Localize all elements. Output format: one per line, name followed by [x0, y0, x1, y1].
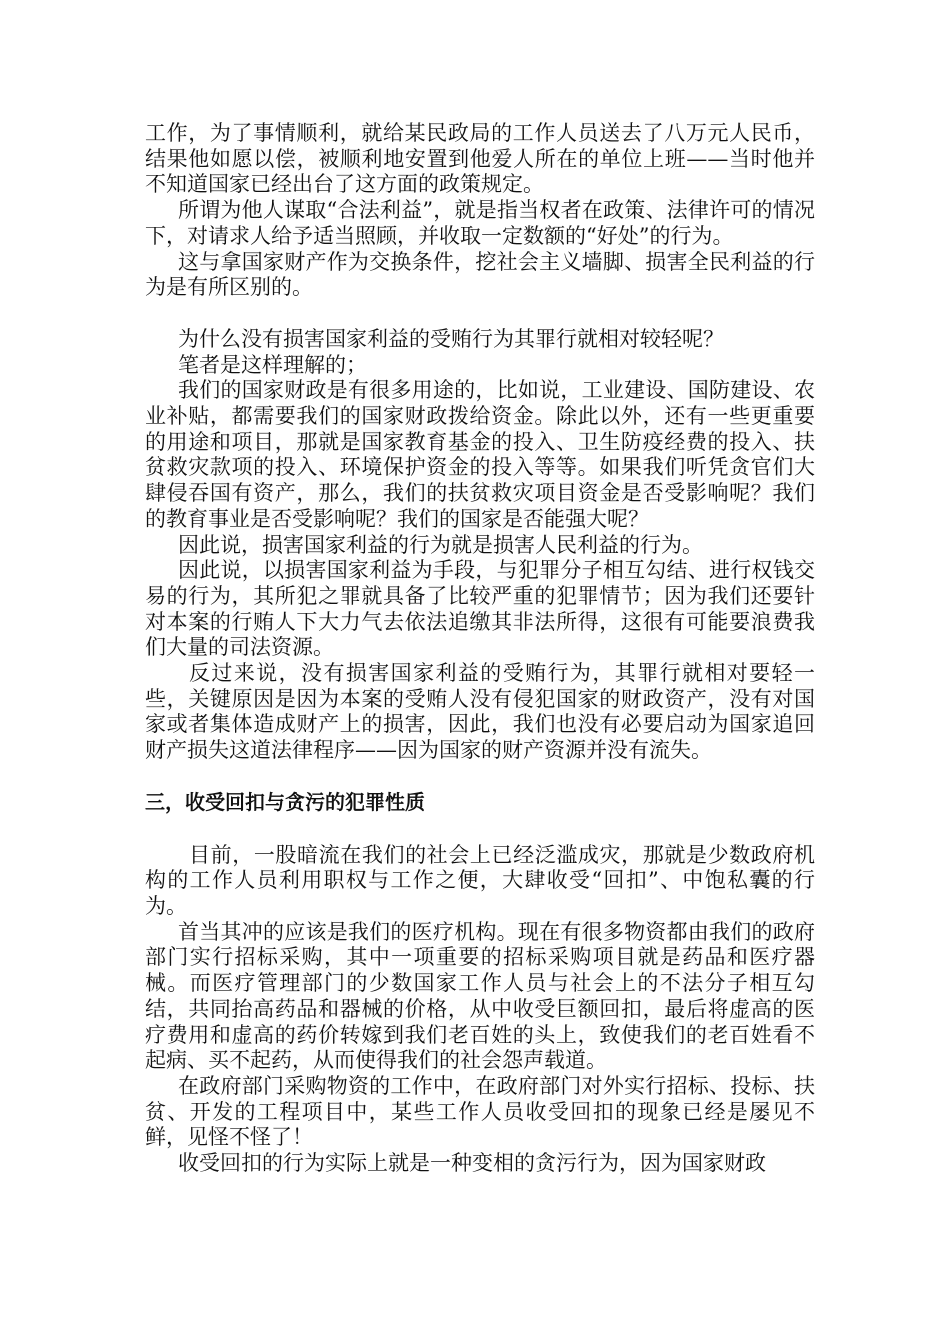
paragraph: 在政府部门采购物资的工作中，在政府部门对外实行招标、投标、扶贫、开发的工程项目中，某些工作人员收受回扣的现象已经是屡见不鲜，见怪不怪了！: [145, 1073, 815, 1150]
document-body: [145, 121, 815, 1177]
paragraph: 工作，为了事情顺利，就给某民政局的工作人员送去了八万元人民币，结果他如愿以偿，被顺利地安置到他爱人所在的单位上班——当时他并不知道国家已经出台了这方面的政策规定。: [145, 121, 815, 197]
section-heading: 三，收受回扣与贪污的犯罪性质: [145, 789, 425, 814]
paragraph: 为什么没有损害国家利益的受贿行为其罪行就相对较轻呢？: [178, 326, 724, 351]
paragraph: 首当其冲的应该是我们的医疗机构。现在有很多物资都由我们的政府部门实行招标采购，其中一项重要的招标采购项目就是药品和医疗器械。而医疗管理部门的少数国家工作人员与社会上的不法分子相互勾结，共同抬高药品和器械的价格，从中收受巨额回扣，最后将虚高的医疗费用和虚高的药价转嫁到我们老百姓的头上，致使我们的老百姓看不起病、买不起药，从而使得我们的社会怨声载道。: [145, 919, 815, 1073]
paragraph: 目前，一股暗流在我们的社会上已经泛滥成灾，那就是少数政府机构的工作人员利用职权与工作之便，大肆收受“回扣”、中饱私囊的行为。: [145, 842, 815, 918]
paragraph: 所谓为他人谋取“合法利益”，就是指当权者在政策、法律许可的情况下，对请求人给予适当照顾，并收取一定数额的“好处”的行为。: [145, 198, 815, 248]
paragraph: 因此说，损害国家利益的行为就是损害人民利益的行为。: [178, 532, 703, 557]
paragraph: 我们的国家财政是有很多用途的，比如说，工业建设、国防建设、农业补贴，都需要我们的国家财政拨给资金。除此以外，还有一些更重要的用途和项目，那就是国家教育基金的投入、卫生防疫经费的投入、扶贫救灾款项的投入、环境保护资金的投入等等。如果我们听凭贪官们大肆侵吞国有资产，那么，我们的扶贫救灾项目资金是否受影响呢？我们的教育事业是否受影响呢？我们的国家是否能强大呢？: [145, 378, 815, 531]
paragraph: 收受回扣的行为实际上就是一种变相的贪污行为，因为国家财政: [178, 1151, 766, 1176]
paragraph: 反过来说，没有损害国家利益的受贿行为，其罪行就相对要轻一些，关键原因是因为本案的受贿人没有侵犯国家的财政资产，没有对国家或者集体造成财产上的损害，因此，我们也没有必要启动为国家追回财产损失这道法律程序——因为国家的财产资源并没有流失。: [145, 661, 815, 763]
paragraph: 这与拿国家财产作为交换条件，挖社会主义墙脚、损害全民利益的行为是有所区别的。: [145, 249, 815, 300]
paragraph: 因此说，以损害国家利益为手段，与犯罪分子相互勾结、进行权钱交易的行为，其所犯之罪就具备了比较严重的犯罪情节；因为我们还要针对本案的行贿人下大力气去依法追缴其非法所得，这很有可能要浪费我们大量的司法资源。: [145, 558, 815, 660]
paragraph: 笔者是这样理解的；: [178, 352, 367, 377]
